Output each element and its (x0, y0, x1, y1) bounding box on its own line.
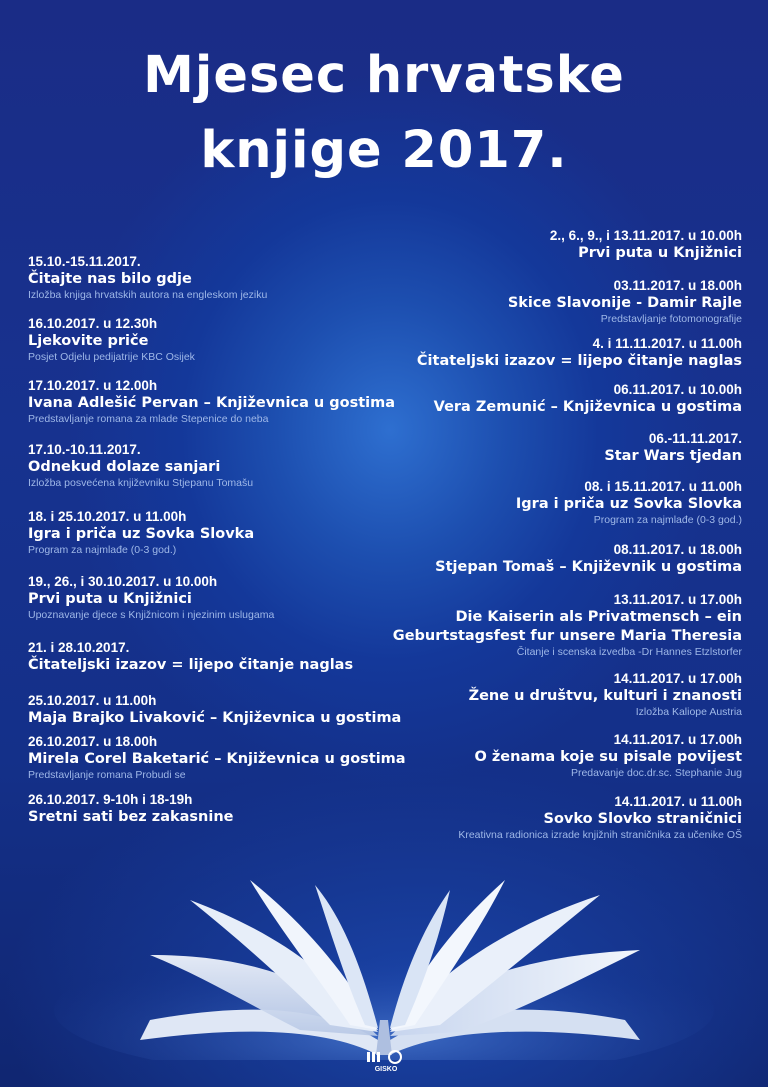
event-title: Prvi puta u Knjižnici (578, 245, 742, 261)
event-title: Skice Slavonije - Damir Rajle (507, 295, 742, 311)
event-right-9 (469, 670, 742, 719)
event-subtitle: Program za najmlađe (0-3 god.) (593, 514, 742, 526)
event-subtitle: Predstavljanje fotomonografije (600, 313, 742, 325)
event-date: 17.10.2017. u 12.00h (28, 378, 158, 393)
event-left-4 (28, 441, 253, 490)
event-subtitle: Izložba knjiga hrvatskih autora na engleskom jeziku (28, 289, 268, 301)
event-right-10 (474, 731, 742, 780)
event-right-6 (516, 478, 742, 527)
event-title: Prvi puta u Knjižnici (28, 591, 192, 607)
event-right-2 (508, 277, 742, 326)
event-date: 14.11.2017. u 17.00h (613, 732, 742, 747)
event-title: Čitajte nas bilo gdje (28, 271, 192, 287)
event-subtitle: Izložba Kaliope Austria (635, 706, 742, 718)
event-right-11 (458, 793, 742, 842)
event-left-9 (28, 733, 406, 782)
event-subtitle: Kreativna radionica izrade knjižnih straničnika za učenike OŠ (458, 829, 742, 841)
event-date: 2., 6., 9., i 13.11.2017. u 10.00h (549, 228, 742, 243)
event-title: Mirela Corel Baketarić – Književnica u gostima (28, 751, 406, 767)
event-date: 06.-11.11.2017. (648, 431, 742, 446)
event-date: 25.10.2017. u 11.00h (28, 693, 157, 708)
event-title: Žene u društvu, kulturi i znanosti (468, 688, 742, 704)
event-title: Sovko Slovko straničnici (543, 811, 742, 827)
poster-title-line2: knjige 2017. (200, 121, 568, 180)
event-title: Igra i priča uz Sovka Slovka (28, 526, 255, 542)
event-title: Die Kaiserin als Privatmensch – ein (455, 609, 742, 625)
event-subtitle: Program za najmlađe (0-3 god.) (28, 544, 177, 556)
event-title: Čitateljski izazov = lijepo čitanje naglas (28, 657, 354, 673)
event-right-1 (550, 227, 742, 263)
event-title: Čitateljski izazov = lijepo čitanje naglas (416, 353, 742, 369)
event-subtitle: Predavanje doc.dr.sc. Stephanie Jug (570, 767, 742, 779)
library-logo (365, 1050, 407, 1074)
event-title: Ivana Adlešić Pervan – Književnica u gostima (28, 395, 396, 411)
event-title: Sretni sati bez zakasnine (28, 809, 234, 825)
event-date: 06.11.2017. u 10.00h (613, 382, 742, 397)
event-date: 4. i 11.11.2017. u 11.00h (592, 336, 742, 351)
event-left-3 (28, 377, 395, 426)
event-title: Stjepan Tomaš – Književnik u gostima (435, 559, 742, 575)
poster-title-line1: Mjesec hrvatske (143, 46, 625, 105)
open-book-illustration (0, 860, 768, 1060)
event-left-2 (28, 315, 195, 364)
event-title: Star Wars tjedan (604, 448, 742, 464)
event-title-line2: Geburtstagsfest fur unsere Maria Theresia (392, 628, 742, 644)
event-title: Ljekovite priče (28, 333, 149, 349)
event-right-7 (435, 541, 742, 577)
event-date: 14.11.2017. u 11.00h (614, 794, 742, 809)
event-right-5 (604, 430, 742, 466)
event-right-4 (434, 381, 742, 417)
logo-text: GISKO (374, 1066, 398, 1073)
event-date: 26.10.2017. u 18.00h (28, 734, 158, 749)
event-date: 15.10.-15.11.2017. (28, 254, 141, 269)
event-date: 08. i 15.11.2017. u 11.00h (584, 479, 742, 494)
event-title: Igra i priča uz Sovka Slovka (515, 496, 742, 512)
event-date: 17.10.-10.11.2017. (28, 442, 141, 457)
event-date: 21. i 28.10.2017. (28, 640, 130, 655)
event-subtitle: Posjet Odjelu pedijatrije KBC Osijek (28, 351, 195, 363)
event-left-5 (28, 508, 254, 557)
event-right-8 (393, 591, 742, 659)
event-subtitle: Izložba posvećena književniku Stjepanu Tomašu (28, 477, 254, 489)
event-left-10 (28, 791, 234, 827)
event-date: 26.10.2017. 9-10h i 18-19h (28, 792, 193, 807)
event-title: Maja Brajko Livaković – Književnica u gostima (28, 710, 402, 726)
event-date: 16.10.2017. u 12.30h (28, 316, 158, 331)
event-date: 08.11.2017. u 18.00h (613, 542, 742, 557)
event-subtitle: Upoznavanje djece s Knjižnicom i njezinim uslugama (28, 609, 275, 621)
event-left-1 (28, 253, 267, 302)
event-title: Vera Zemunić – Književnica u gostima (433, 399, 742, 415)
event-subtitle: Predstavljanje romana Probudi se (28, 769, 186, 781)
event-date: 14.11.2017. u 17.00h (613, 671, 742, 686)
event-date: 13.11.2017. u 17.00h (613, 592, 742, 607)
event-right-3 (417, 335, 742, 371)
event-title: O ženama koje su pisale povijest (474, 749, 742, 765)
event-subtitle: Čitanje i scenska izvedba -Dr Hannes Etzlstorfer (516, 646, 742, 658)
event-title: Odnekud dolaze sanjari (28, 459, 221, 475)
event-left-8 (28, 692, 401, 728)
event-left-7 (28, 639, 353, 675)
event-left-6 (28, 573, 274, 622)
event-date: 18. i 25.10.2017. u 11.00h (28, 509, 187, 524)
event-subtitle: Predstavljanje romana za mlade Stepenice do neba (28, 413, 269, 425)
event-date: 03.11.2017. u 18.00h (613, 278, 742, 293)
event-date: 19., 26., i 30.10.2017. u 10.00h (28, 574, 218, 589)
